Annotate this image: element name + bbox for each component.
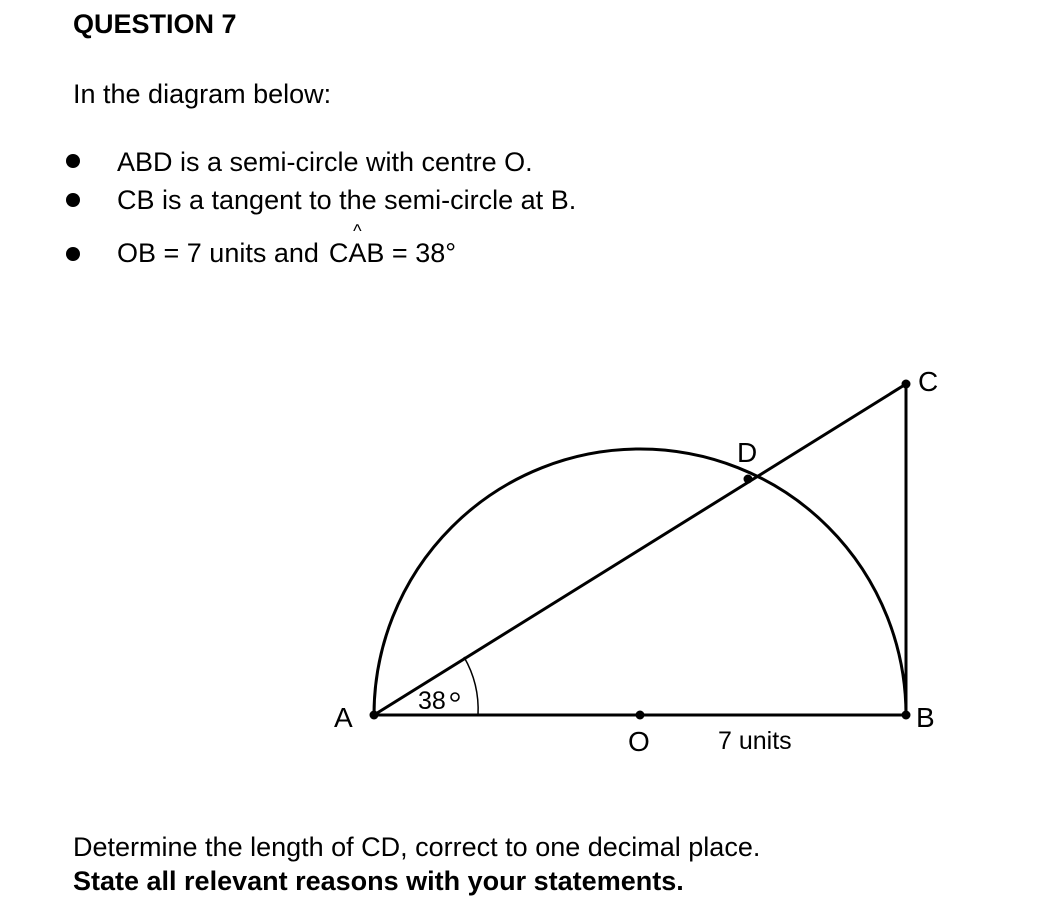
point-d — [744, 475, 753, 484]
label-d: D — [737, 437, 758, 468]
line-ac — [374, 384, 906, 715]
angle-hat-symbol: ^ — [353, 221, 362, 241]
label-c: C — [918, 366, 939, 397]
point-o — [636, 711, 645, 720]
label-a: A — [334, 702, 353, 733]
intro-text: In the diagram below: — [73, 79, 332, 109]
statement-semicircle: ABD is a semi-circle with centre O. — [117, 147, 533, 177]
instruction-text: State all relevant reasons with your statements. — [73, 866, 684, 896]
statement-tangent: CB is a tangent to the semi-circle at B. — [117, 185, 577, 215]
angle-letter-a: A — [348, 238, 367, 268]
label-o: O — [628, 726, 650, 757]
question-prompt: Determine the length of CD, correct to one decimal place. — [73, 832, 761, 862]
radius-label: 7 units — [718, 727, 792, 755]
point-b — [902, 711, 911, 720]
point-a — [370, 711, 379, 720]
angle-value: = 38° — [384, 238, 457, 268]
point-c — [902, 380, 911, 389]
label-b: B — [916, 702, 935, 733]
degree-symbol — [451, 693, 459, 701]
given-radius-text: OB = 7 units and — [117, 238, 319, 268]
semicircle-arc — [374, 449, 906, 715]
angle-label: 38 — [418, 687, 446, 715]
angle-letter-b: B — [366, 238, 385, 268]
angle-arc — [464, 657, 478, 715]
question-heading: QUESTION 7 — [73, 9, 237, 39]
angle-letter-c: C — [328, 238, 349, 268]
